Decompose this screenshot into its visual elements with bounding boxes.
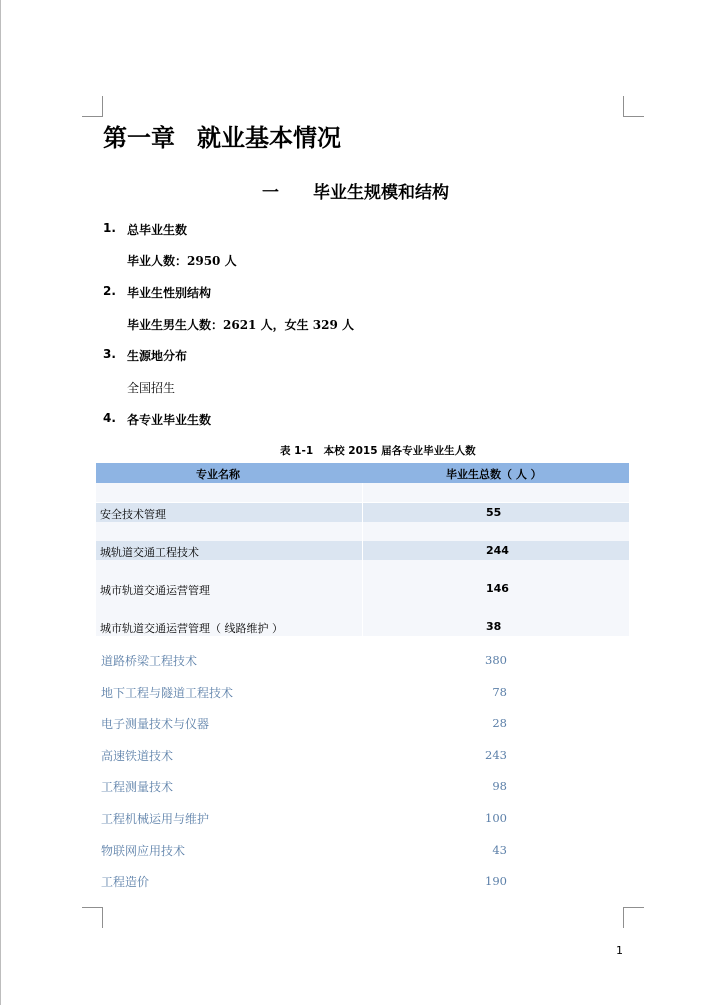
section-number: 一: [262, 183, 279, 203]
major-name: 工程测量技术: [101, 780, 174, 795]
majors-table: [96, 463, 629, 636]
table-spacer-row: [96, 598, 629, 617]
major-name: 高速铁道技术: [101, 748, 174, 763]
major-name: 道路桥梁工程技术: [101, 654, 198, 668]
graduate-count: 380: [485, 653, 507, 667]
crop-mark-bottom-left: [82, 907, 103, 928]
crop-mark-top-left: [82, 96, 103, 117]
table-row: [96, 617, 629, 636]
graduate-count: 78: [492, 684, 507, 699]
list-item: [101, 840, 541, 872]
item-title: 总毕业生数: [127, 223, 188, 237]
graduate-count: 38: [486, 620, 502, 633]
graduate-count: 146: [486, 582, 509, 595]
table-spacer-row: [96, 483, 629, 502]
graduate-count: 243: [485, 747, 507, 762]
majors-list-continued: [101, 650, 541, 903]
item-title: 各专业毕业生数: [127, 413, 212, 427]
graduate-count: 98: [492, 779, 507, 794]
table-spacer-row: [96, 522, 629, 541]
table-row: [96, 579, 629, 598]
item-body: 毕业人数：2950 人: [127, 254, 237, 268]
chapter-number: 第一章: [103, 123, 175, 152]
graduate-count: 190: [485, 874, 507, 889]
list-item: [101, 776, 541, 808]
page-left-edge: [0, 0, 1, 1005]
item-title: 生源地分布: [127, 349, 188, 363]
table-row: [96, 503, 629, 522]
item-number: 4.: [103, 411, 116, 425]
graduate-count: 244: [486, 544, 509, 557]
table-header-row: [96, 463, 629, 483]
chapter-heading: [103, 118, 341, 153]
major-name: 工程机械运用与维护: [101, 811, 210, 826]
major-name: 地下工程与隧道工程技术: [101, 685, 234, 700]
table-spacer-row: [96, 560, 629, 579]
table-row: [96, 541, 629, 560]
item-number: 3.: [103, 347, 116, 361]
major-name: 安全技术管理: [100, 508, 166, 521]
item-number: 2.: [103, 284, 116, 298]
major-name: 物联网应用技术: [101, 843, 186, 858]
list-item: [101, 650, 541, 682]
list-item: [101, 713, 541, 745]
list-item: [101, 682, 541, 714]
header-graduate-count: 毕业生总数（ 人 ）: [446, 468, 542, 481]
item-body: 毕业生男生人数：2621 人，女生 329 人: [127, 318, 354, 332]
section-title: 毕业生规模和结构: [313, 183, 449, 203]
major-name: 电子测量技术与仪器: [101, 717, 210, 732]
list-item: [101, 871, 541, 903]
major-name: 工程造价: [101, 875, 150, 890]
page-number: 1: [616, 944, 623, 957]
crop-mark-bottom-right: [623, 907, 644, 928]
graduate-count: 55: [486, 506, 502, 519]
major-name: 城轨道交通工程技术: [100, 546, 199, 559]
major-name: 城市轨道交通运营管理: [100, 584, 210, 597]
list-item: [101, 808, 541, 840]
item-number: 1.: [103, 221, 116, 235]
header-major-name: 专业名称: [196, 468, 240, 481]
item-body: 全国招生: [127, 381, 176, 395]
graduate-count: 100: [485, 810, 507, 825]
table-caption: 表 1-1 本校 2015 届各专业毕业生人数: [280, 445, 476, 457]
list-item: [101, 745, 541, 777]
item-title: 毕业生性别结构: [127, 286, 212, 300]
chapter-title: 就业基本情况: [197, 123, 341, 152]
graduate-count: 28: [492, 716, 507, 731]
section-heading: [262, 178, 449, 203]
crop-mark-top-right: [623, 96, 644, 117]
graduate-count: 43: [492, 842, 507, 857]
major-name: 城市轨道交通运营管理（ 线路维护 ）: [100, 622, 283, 635]
